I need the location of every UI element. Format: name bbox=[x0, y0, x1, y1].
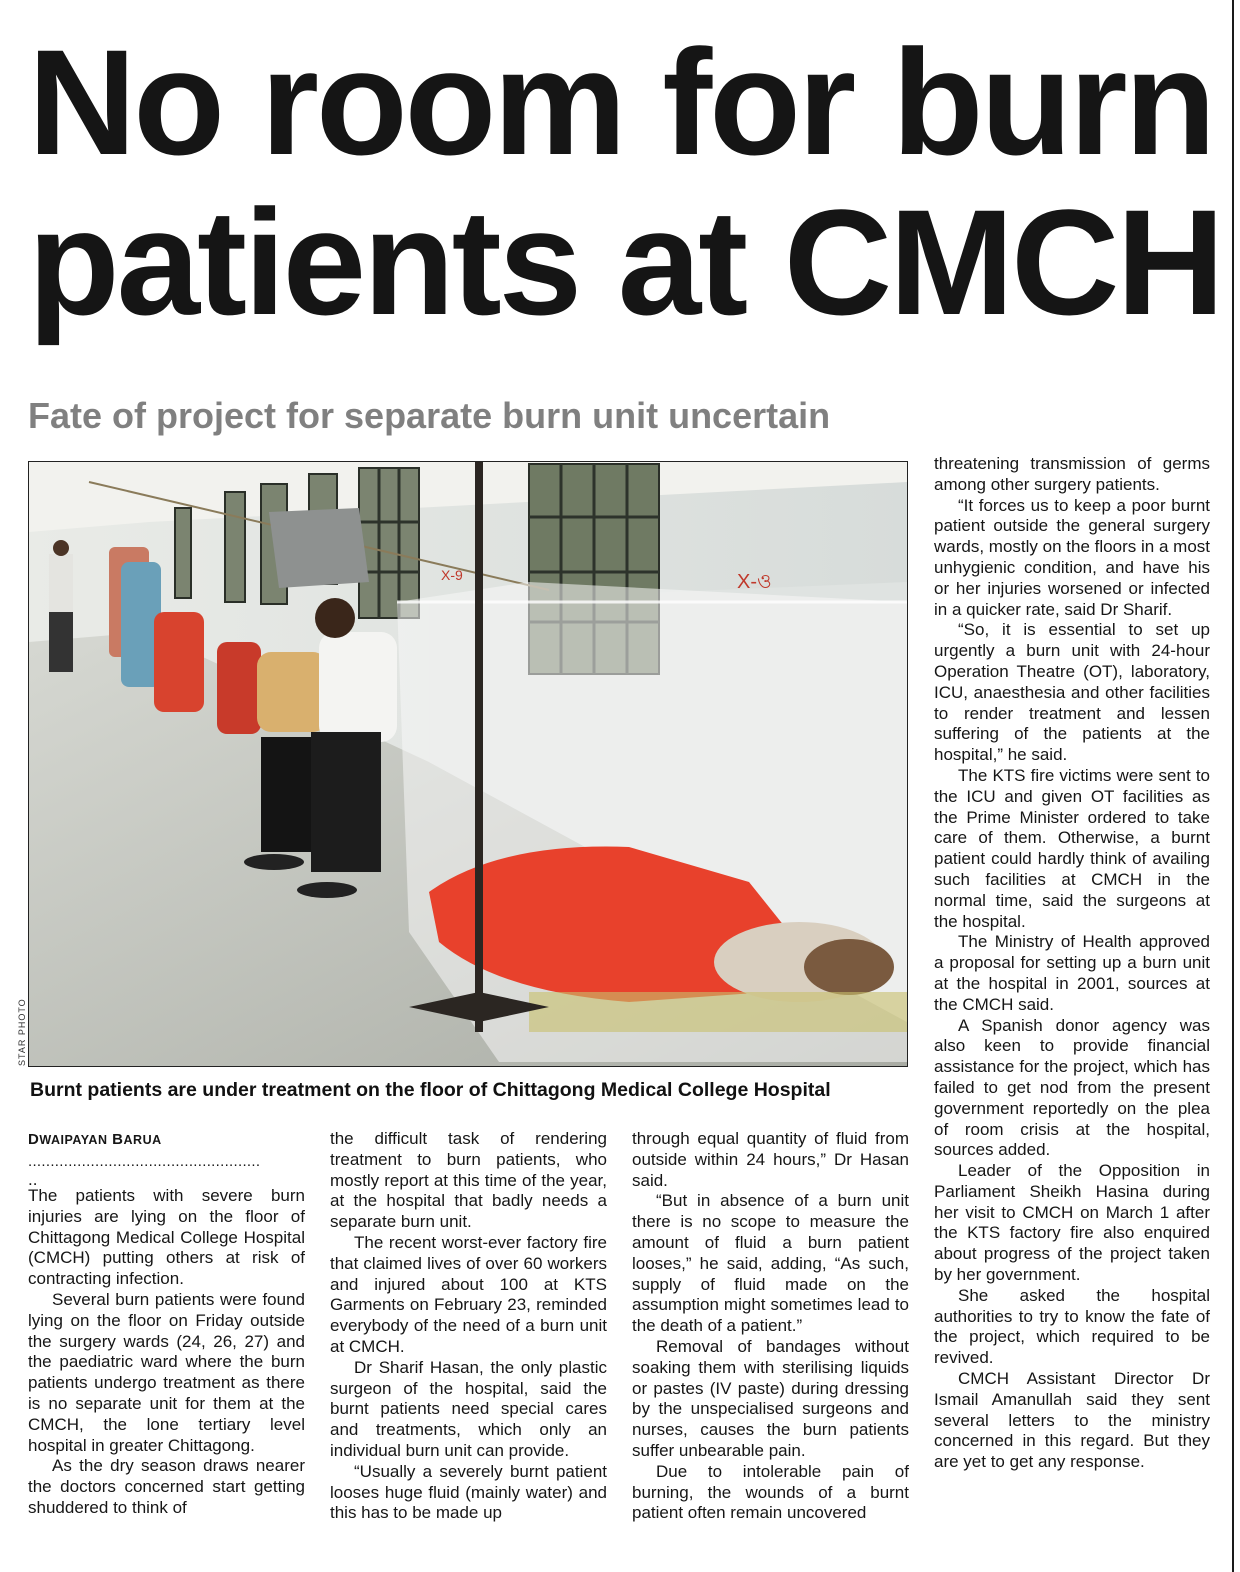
column-rule bbox=[1232, 0, 1234, 1572]
photo-caption: Burnt patients are under treatment on the floor of Chittagong Medical College Hospital bbox=[30, 1079, 831, 1101]
byline-rule-tail: .. bbox=[28, 1170, 38, 1189]
paragraph-6-continued: through equal quantity of fluid from outside within 24 hours,” Dr Hasan said. bbox=[632, 1129, 909, 1190]
paragraph-16: She asked the hospital authorities to try to know the fate of the project, which required to be revived. bbox=[934, 1285, 1210, 1368]
paragraph-4: The recent worst-ever factory fire that claimed lives of over 60 workers and injured about 100 at KTS Garments on February 23, reminded everybody of the need of a burn unit at CMCH. bbox=[330, 1232, 607, 1356]
hospital-corridor-illustration bbox=[29, 462, 907, 1066]
news-photo bbox=[28, 461, 908, 1067]
wall-mark-1: X-9 bbox=[441, 567, 463, 583]
paragraph-7: “But in absence of a burn unit there is no scope to measure the amount of fluid a burn patient looses,” he said, adding, “As such, supply of fluid made on the assumption might sometimes lead to the death of a patient.” bbox=[632, 1191, 909, 1336]
paragraph-10: “It forces us to keep a poor burnt patient outside the general surgery wards, mostly on the floors in a most unhygienic condition, and have his or her injuries worsened or infected in a quicker rate, said Dr Sharif. bbox=[934, 495, 1210, 619]
headline-line-1: No room for burn bbox=[28, 18, 1214, 186]
paragraph-3: As the dry season draws nearer the doctors concerned start getting shuddered to think of bbox=[28, 1456, 305, 1517]
photo-credit: STAR PHOTO bbox=[17, 998, 27, 1066]
paragraph-1: The patients with severe burn injuries are lying on the floor of Chittagong Medical College Hospital (CMCH) putting others at risk of contracting infection. bbox=[28, 1186, 305, 1289]
paragraph-13: The Ministry of Health approved a proposal for setting up a burn unit at the hospital in 2001, sources at the CMCH said. bbox=[934, 932, 1210, 1014]
subheadline: Fate of project for separate burn unit uncertain bbox=[28, 395, 831, 436]
wall-mark-2: X-ও bbox=[737, 571, 772, 593]
headline-line-2: patients at CMCH bbox=[28, 178, 1222, 346]
article-column-3 bbox=[632, 1129, 909, 1524]
paragraph-12: The KTS fire victims were sent to the ICU and given OT facilities as the Prime Minister ordered to take care of them. Otherwise, a burnt patient could hardly think of availing such facilities at CMCH in the normal time, said the surgeons at the hospital. bbox=[934, 765, 1210, 931]
headline bbox=[28, 18, 1222, 346]
paragraph-5: Dr Sharif Hasan, the only plastic surgeon of the hospital, said the burnt patients need special cares and treatments, which only an individual burn unit can provide. bbox=[330, 1357, 607, 1460]
paragraph-15: Leader of the Opposition in Parliament Sheikh Hasina during her visit to CMCH on March 1 after the KTS factory fire also enquired about progress of the project taken by her government. bbox=[934, 1161, 1210, 1285]
paragraph-17: CMCH Assistant Director Dr Ismail Amanullah said they sent several letters to the ministry concerned in this regard. But they are yet to get any response. bbox=[934, 1369, 1210, 1472]
article-column-1 bbox=[28, 1129, 305, 1519]
byline: DWAIPAYAN BARUA bbox=[28, 1131, 162, 1148]
article-column-4 bbox=[934, 454, 1210, 1473]
paragraph-8: Removal of bandages without soaking them with sterilising liquids or pastes (IV paste) during dressing by the unspecialised surgeons and nurses, causes the burn patients suffer unbearable pain. bbox=[632, 1336, 909, 1460]
paragraph-6: “Usually a severely burnt patient looses huge fluid (mainly water) and this has to be made up bbox=[330, 1461, 607, 1523]
byline-rule: .................................................... bbox=[28, 1153, 261, 1170]
paragraph-9-continued: threatening transmission of germs among other surgery patients. bbox=[934, 454, 1210, 494]
article-column-2 bbox=[330, 1129, 607, 1524]
paragraph-14: A Spanish donor agency was also keen to provide financial assistance for the project, which has failed to get nod from the present government reportedly on the plea of room crisis at the hospital, sources added. bbox=[934, 1015, 1210, 1160]
paragraph-2: Several burn patients were found lying on the floor on Friday outside the surgery wards (24, 26, 27) and the paediatric ward where the burn patients undergo treatment as there is no separate unit for them at the CMCH, the lone tertiary level hospital in greater Chittagong. bbox=[28, 1289, 305, 1455]
paragraph-11: “So, it is essential to set up urgently a burn unit with 24-hour Operation Theatre (OT), laboratory, ICU, anaesthesia and other facilities to render treatment and lessen suffering of the patients at the hospital,” he said. bbox=[934, 620, 1210, 765]
paragraph-3-continued: the difficult task of rendering treatment to burn patients, who mostly report at this time of the year, at the hospital that badly needs a separate burn unit. bbox=[330, 1129, 607, 1232]
paragraph-9: Due to intolerable pain of burning, the wounds of a burnt patient often remain uncovered bbox=[632, 1461, 909, 1523]
